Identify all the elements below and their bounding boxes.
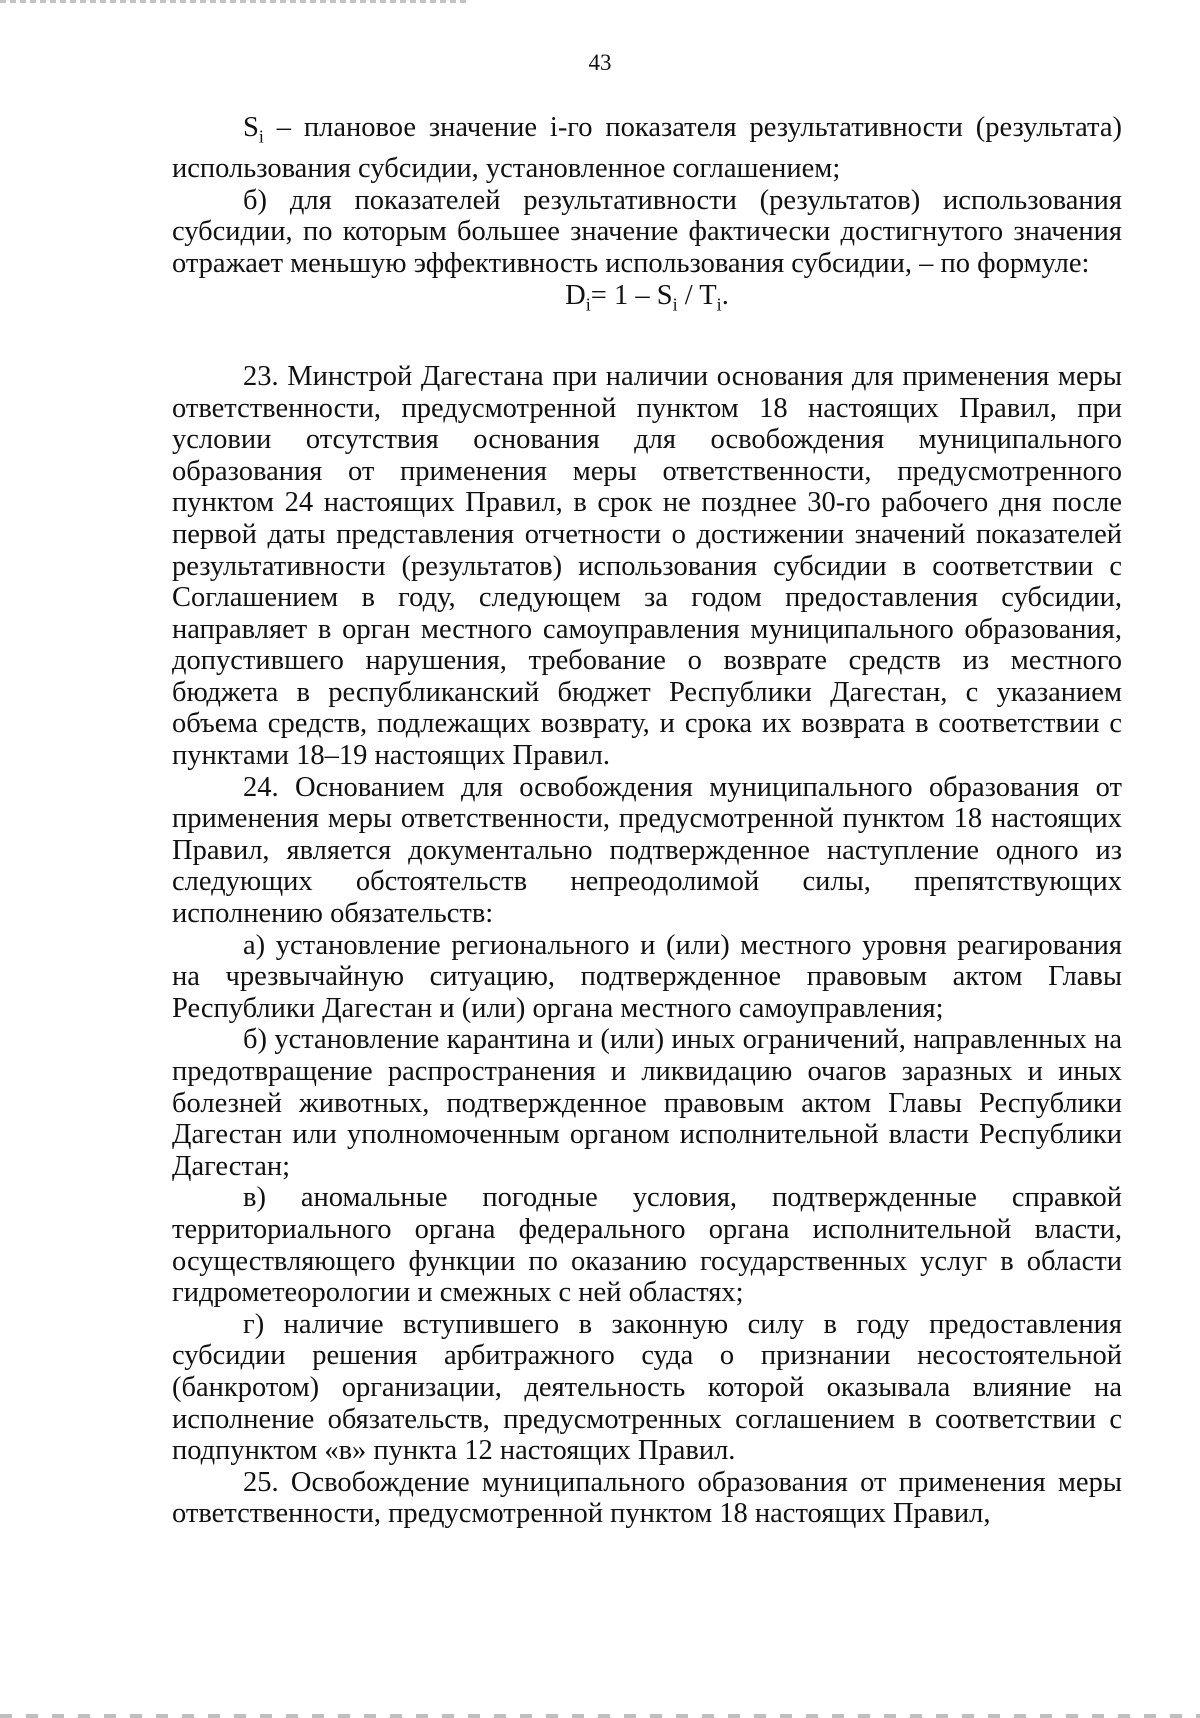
- paragraph-24: 24. Основанием для освобождения муниципального образования от применения меры ответственности, предусмотренной пунктом 18 настоящих Правил, является документально подтвержденное наступление одного из следующих обстоятельств непреодолимой силы, препятствующих исполнению обязательств:: [172, 771, 1122, 930]
- formula-t-symbol: / T: [677, 279, 717, 311]
- formula-d-symbol: D: [565, 279, 586, 311]
- paragraph-24-g: г) наличие вступившего в законную силу в году предоставления субсидии решения арбитражного суда о признании несостоятельной (банкротом) организации, деятельность которой оказывала влияние на исполнение обязательств, предусмотренных соглашением в соответствии с подпунктом «в» пункта 12 настоящих Правил.: [172, 1308, 1122, 1467]
- var-s-subscript: i: [258, 126, 264, 147]
- document-body: [172, 112, 1122, 1530]
- formula-d-sub: i: [585, 294, 591, 315]
- formula-d: [172, 280, 1122, 321]
- paragraph-24-v: в) аномальные погодные условия, подтвержденные справкой территориального органа федерального органа исполнительной власти, осуществляющего функции по оказанию государственных услуг в области гидрометеорологии и смежных с ней областях;: [172, 1182, 1122, 1309]
- scan-artifact-bottom: [0, 1714, 1200, 1718]
- var-s-description: – плановое значение i-го показателя результативности (результата) использования субсидии, установленное соглашением;: [172, 112, 1122, 185]
- formula-variable-definition: [172, 112, 1122, 185]
- paragraph-b: б) для показателей результативности (результатов) использования субсидии, по которым большее значение фактически достигнутого значения отражает меньшую эффективность использования субсидии, – по формуле:: [172, 184, 1122, 280]
- paragraph-24-b: б) установление карантина и (или) иных ограничений, направленных на предотвращение распространения и ликвидацию очагов заразных и иных болезней животных, подтвержденное правовым актом Главы Республики Дагестан или уполномоченным органом исполнительной власти Республики Дагестан;: [172, 1024, 1122, 1182]
- paragraph-23: 23. Минстрой Дагестана при наличии основания для применения меры ответственности, предусмотренной пунктом 18 настоящих Правил, при условии отсутствия основания для освобождения муниципального образования от применения меры ответственности, предусмотренного пунктом 24 настоящих Правил, в срок не позднее 30-го рабочего дня после первой даты представления отчетности о достижении значений показателей результативности (результатов) использования субсидии в соответствии с Соглашением в году, следующем за годом предоставления субсидии, направляет в орган местного самоуправления муниципального образования, допустившего нарушения, требование о возврате средств из местного бюджета в республиканский бюджет Республики Дагестан, с указанием объема средств, подлежащих возврату, и срока их возврата в соответствии с пунктами 18–19 настоящих Правил.: [172, 360, 1122, 772]
- paragraph-24-a: а) установление регионального и (или) местного уровня реагирования на чрезвычайную ситуацию, подтвержденное правовым актом Главы Республики Дагестан и (или) органа местного самоуправления;: [172, 929, 1122, 1024]
- paragraph-25: 25. Освобождение муниципального образования от применения меры ответственности, предусмотренной пунктом 18 настоящих Правил,: [172, 1466, 1122, 1530]
- formula-s-sub: i: [672, 294, 678, 315]
- formula-end: .: [721, 279, 729, 311]
- formula-t-sub: i: [716, 294, 722, 315]
- scan-artifact-top: [0, 0, 470, 3]
- var-s: S: [243, 112, 259, 143]
- page-number: 43: [588, 50, 612, 75]
- formula-d-eq: = 1 – S: [590, 279, 673, 311]
